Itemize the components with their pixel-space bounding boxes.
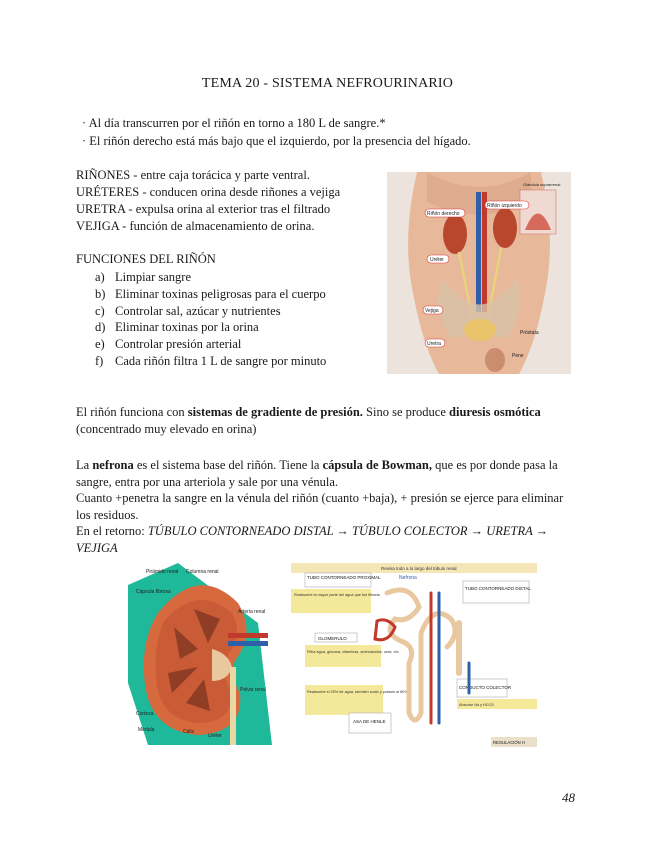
box-colector: Absorbe Na y HCO3 xyxy=(459,703,494,707)
label-tcp: TUBO CONTORNEADO PROXIMAL xyxy=(307,575,381,580)
functions-heading: FUNCIONES DEL RIÑÓN xyxy=(76,252,216,266)
function-item: b) Eliminar toxinas peligrosas para el cuerpo xyxy=(95,286,326,301)
organ-rinones: RIÑONES - entre caja torácica y parte ventral. xyxy=(76,168,310,182)
label-arteria: Arteria renal xyxy=(238,609,266,615)
note-line-2: · El riñón derecho está más bajo que el izquierdo, por la presencia del hígado. xyxy=(82,134,471,148)
box-reabsorbe: Reabsorbe el 25% de agua, también sodio y potasio al 80% xyxy=(307,690,408,694)
urinary-system-figure xyxy=(387,172,571,374)
label-nefrona: Nefrona xyxy=(399,575,417,581)
label-piramide: Pirámide renal xyxy=(146,569,179,575)
function-item: c) Controlar sal, azúcar y nutrientes xyxy=(95,303,281,318)
label-pelvis: Pelvis renal xyxy=(240,687,266,693)
label-glomerulo: GLOMERULO xyxy=(318,636,347,641)
label-ureter: Uréter xyxy=(430,257,444,263)
nephron-figure xyxy=(291,563,537,747)
label-pene: Pene xyxy=(512,353,524,359)
organ-vejiga: VEJIGA - función de almacenamiento de orina. xyxy=(76,219,315,233)
page-title: TEMA 20 - SISTEMA NEFROURINARIO xyxy=(201,76,454,91)
label-regulacion: REGULACIÓN H xyxy=(493,740,525,745)
organ-ureteres: URÉTERES - conducen orina desde riñones a vejiga xyxy=(76,185,341,199)
label-colector: CONDUCTO COLECTOR xyxy=(459,685,512,690)
paragraph-nefrona: La nefrona es el sistema base del riñón. Tiene la cápsula de Bowman, que es por donde pasa la sangre, entra por una arteriola y sale por una vénula. Cuanto +penetra la sangre en la vénula del riñón (cuanto +baja), + presión se ejerce para eliminar los residuos. En el retorno: TÚBULO CONTORNEADO DISTAL → TÚBULO COLECTOR → URETRA → VEJIGA xyxy=(76,458,564,555)
note-line-1: · Al día transcurren por el riñón en torno a 180 L de sangre.* xyxy=(82,116,386,130)
kidney-section-figure xyxy=(128,563,272,745)
label-uretra: Uretra xyxy=(427,341,441,347)
label-rinon-izquierdo: Riñón izquierdo xyxy=(487,203,522,209)
function-item: a) Limpiar sangre xyxy=(95,270,192,284)
right-kidney-shape xyxy=(443,214,467,254)
label-rinon-derecho: Riñón derecho xyxy=(427,211,460,217)
label-vejiga: Vejiga xyxy=(425,308,439,314)
label-columna: Columna renal xyxy=(186,569,219,575)
label-asa: ASA DE HENLE xyxy=(353,719,386,724)
label-prostata: Próstata xyxy=(520,330,539,336)
label-medula: Médula xyxy=(138,727,155,733)
label-ureter-kidney: Uréter xyxy=(208,733,222,739)
function-item: f) Cada riñón filtra 1 L de sangre por minuto xyxy=(95,353,327,368)
box-filtrado: Filtra agua, glucosa, vitaminas, aminoácidos, urea, etc. xyxy=(307,650,400,654)
label-capsula: Cápsula fibrosa xyxy=(136,589,171,595)
label-tcd: TUBO CONTORNEADO DISTAL xyxy=(465,586,531,591)
function-item: d) Eliminar toxinas por la orina xyxy=(95,320,259,335)
label-corteza: Corteza xyxy=(136,711,154,717)
functions-list xyxy=(95,269,326,370)
organs-list xyxy=(76,167,340,235)
paragraph-gradiente: El riñón funciona con sistemas de gradiente de presión. Sino se produce diuresis osmótica (concentrado muy elevado en orina) xyxy=(76,405,541,436)
organ-uretra: URETRA - expulsa orina al exterior tras el filtrado xyxy=(76,202,331,216)
label-caliz: Cáliz xyxy=(183,729,195,735)
label-suprarrenal: Glándula suprarrenal xyxy=(523,182,561,187)
nephron-top-note: Revisa todo a lo largo del túbulo renal xyxy=(381,566,457,571)
box-prox: Reabsorbe la mayor parte del agua que fue filtrada xyxy=(294,593,380,597)
function-item: e) Controlar presión arterial xyxy=(95,337,242,352)
page-number: 48 xyxy=(562,790,575,805)
left-kidney-shape xyxy=(493,208,517,248)
